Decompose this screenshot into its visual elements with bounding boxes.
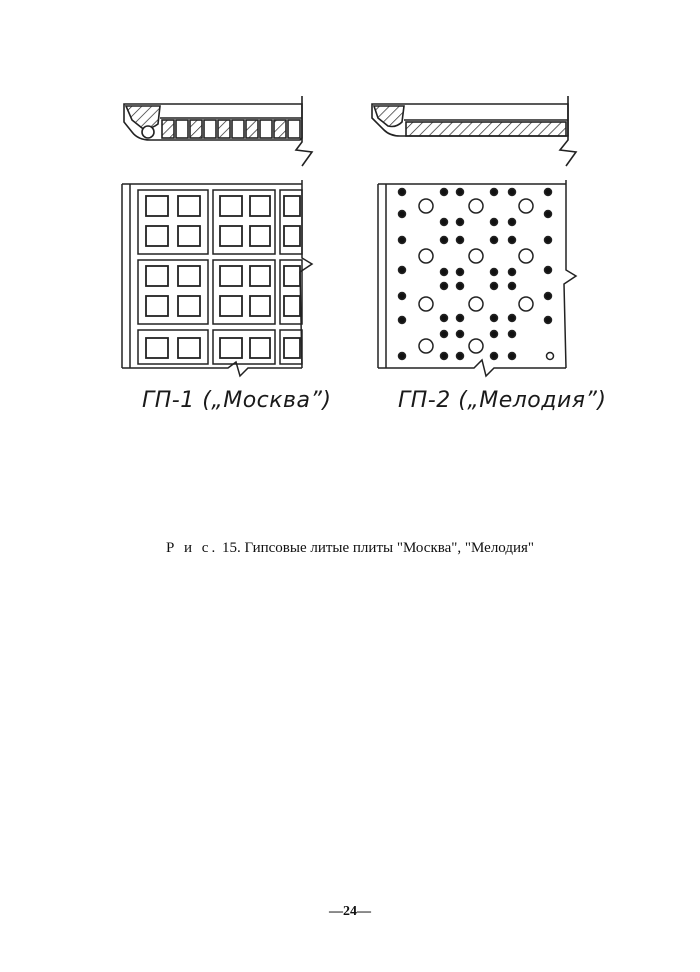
panel-label-gp2: ГП-2 („Мелодия”) [398, 388, 607, 413]
panel-gp2 [372, 96, 576, 376]
caption-text: 15. Гипсовые литые плиты "Москва", "Мелодия" [218, 540, 535, 556]
perforation-pattern [399, 189, 554, 360]
figure-drawing [0, 0, 700, 440]
panel-label-gp1: ГП-1 („Москва”) [142, 388, 332, 413]
section-profile-gp2 [372, 96, 576, 166]
coffer-cells [146, 196, 300, 358]
section-profile-gp1 [124, 96, 312, 166]
caption-prefix: Р и с. [165, 540, 219, 556]
panel-gp1 [122, 96, 312, 376]
page-number: —24— [329, 904, 371, 919]
figure-caption [0, 540, 700, 557]
plan-view-gp1 [122, 180, 312, 376]
